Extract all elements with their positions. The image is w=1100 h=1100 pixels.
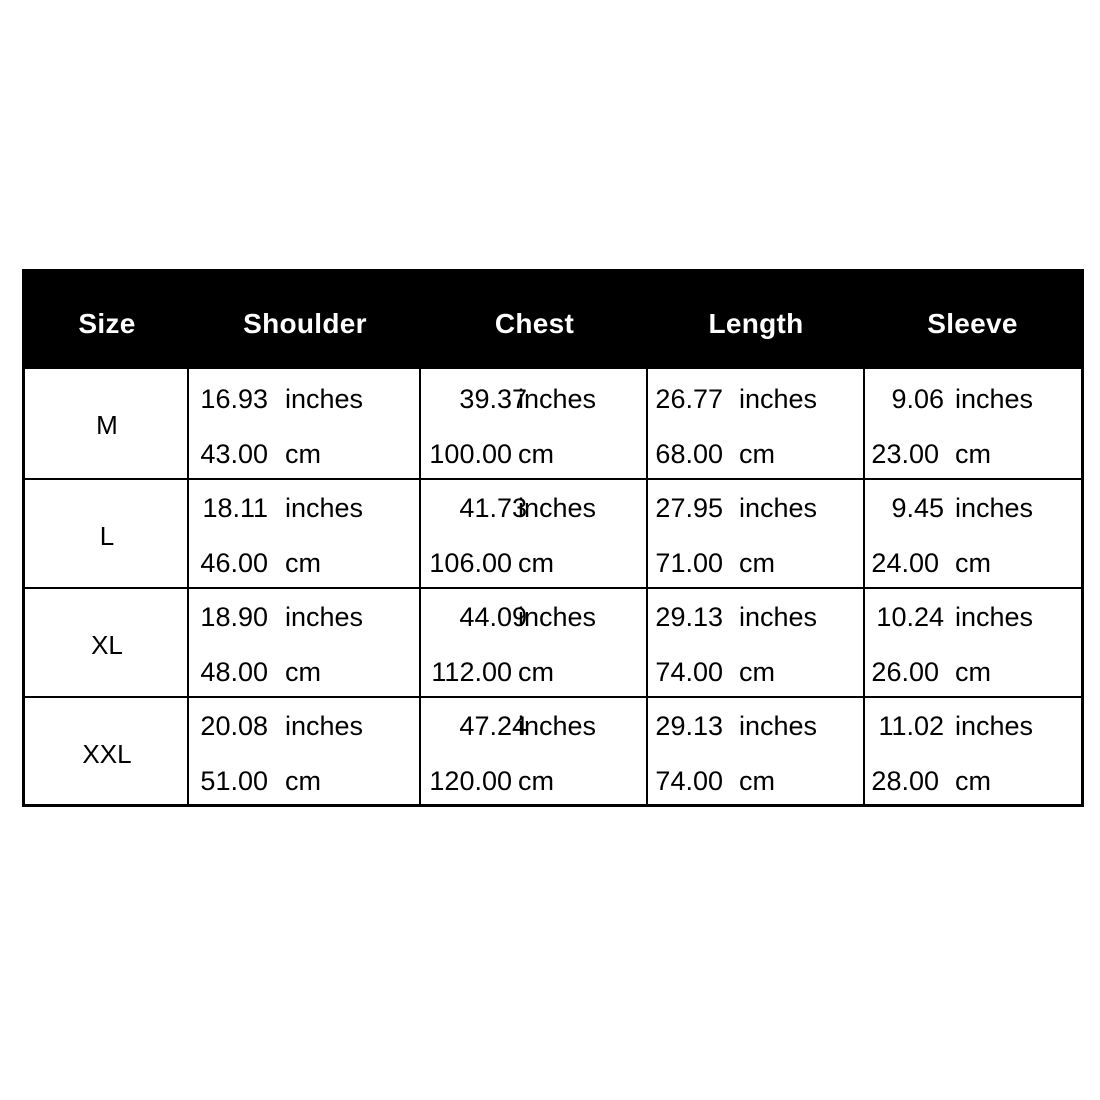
length-cm-value: 74.00 <box>655 766 723 796</box>
unit-cm: cm <box>518 657 554 687</box>
size-chart-table <box>22 269 1084 807</box>
header-sleeve: Sleeve <box>927 308 1018 339</box>
length-inches-value: 26.77 <box>655 384 723 414</box>
unit-inches: inches <box>285 384 364 414</box>
unit-inches: inches <box>285 493 364 523</box>
unit-inches: inches <box>955 384 1034 414</box>
header-chest: Chest <box>494 308 575 339</box>
unit-cm: cm <box>955 766 991 796</box>
sleeve-cm-value: 26.00 <box>871 657 939 687</box>
unit-inches: inches <box>955 711 1034 741</box>
unit-cm: cm <box>739 548 775 578</box>
unit-inches: inches <box>955 493 1034 523</box>
unit-cm: cm <box>955 439 991 469</box>
chest-cm-value: 100.00 <box>429 439 512 469</box>
chest-inches-value: 44.09 <box>459 602 527 632</box>
shoulder-inches-value: 18.90 <box>200 602 268 632</box>
header-length: Length <box>708 308 804 339</box>
unit-inches: inches <box>518 711 597 741</box>
chest-inches-value: 47.24 <box>459 711 527 741</box>
unit-cm: cm <box>518 439 554 469</box>
unit-inches: inches <box>739 384 818 414</box>
sleeve-inches-value: 11.02 <box>878 711 944 741</box>
length-cm-value: 74.00 <box>655 657 723 687</box>
size-label: XXL <box>82 739 132 769</box>
unit-cm: cm <box>955 548 991 578</box>
length-inches-value: 29.13 <box>655 602 723 632</box>
chest-cm-value: 112.00 <box>431 657 512 687</box>
unit-inches: inches <box>285 602 364 632</box>
sleeve-cm-value: 24.00 <box>871 548 939 578</box>
unit-cm: cm <box>285 657 321 687</box>
sleeve-cm-value: 23.00 <box>871 439 939 469</box>
unit-cm: cm <box>518 766 554 796</box>
shoulder-inches-value: 16.93 <box>200 384 268 414</box>
size-label: XL <box>91 630 123 660</box>
chest-inches-value: 39.37 <box>459 384 527 414</box>
unit-inches: inches <box>518 493 597 523</box>
unit-inches: inches <box>955 602 1034 632</box>
shoulder-cm-value: 48.00 <box>200 657 268 687</box>
unit-cm: cm <box>518 548 554 578</box>
sleeve-inches-value: 9.45 <box>891 493 944 523</box>
size-label: M <box>96 410 118 440</box>
table-row <box>25 696 1081 805</box>
unit-inches: inches <box>285 711 364 741</box>
shoulder-cm-value: 51.00 <box>200 766 268 796</box>
shoulder-inches-value: 18.11 <box>202 493 268 523</box>
unit-inches: inches <box>739 602 818 632</box>
chest-cm-value: 106.00 <box>429 548 512 578</box>
unit-cm: cm <box>285 548 321 578</box>
unit-cm: cm <box>285 766 321 796</box>
unit-inches: inches <box>518 384 597 414</box>
length-cm-value: 71.00 <box>655 548 723 578</box>
shoulder-cm-value: 43.00 <box>200 439 268 469</box>
unit-inches: inches <box>739 493 818 523</box>
table-header <box>25 272 1081 369</box>
unit-cm: cm <box>739 657 775 687</box>
length-cm-value: 68.00 <box>655 439 723 469</box>
unit-inches: inches <box>518 602 597 632</box>
sleeve-cm-value: 28.00 <box>871 766 939 796</box>
size-label: L <box>99 521 115 551</box>
table-row <box>25 587 1081 696</box>
header-shoulder: Shoulder <box>243 308 367 339</box>
length-inches-value: 29.13 <box>655 711 723 741</box>
unit-inches: inches <box>739 711 818 741</box>
unit-cm: cm <box>739 439 775 469</box>
table-row <box>25 369 1081 478</box>
shoulder-inches-value: 20.08 <box>200 711 268 741</box>
length-inches-value: 27.95 <box>655 493 723 523</box>
shoulder-cm-value: 46.00 <box>200 548 268 578</box>
sleeve-inches-value: 10.24 <box>876 602 944 632</box>
sleeve-inches-value: 9.06 <box>891 384 944 414</box>
unit-cm: cm <box>285 439 321 469</box>
chest-cm-value: 120.00 <box>429 766 512 796</box>
chest-inches-value: 41.73 <box>459 493 527 523</box>
unit-cm: cm <box>739 766 775 796</box>
table-row <box>25 478 1081 587</box>
header-size: Size <box>78 308 136 339</box>
unit-cm: cm <box>955 657 991 687</box>
